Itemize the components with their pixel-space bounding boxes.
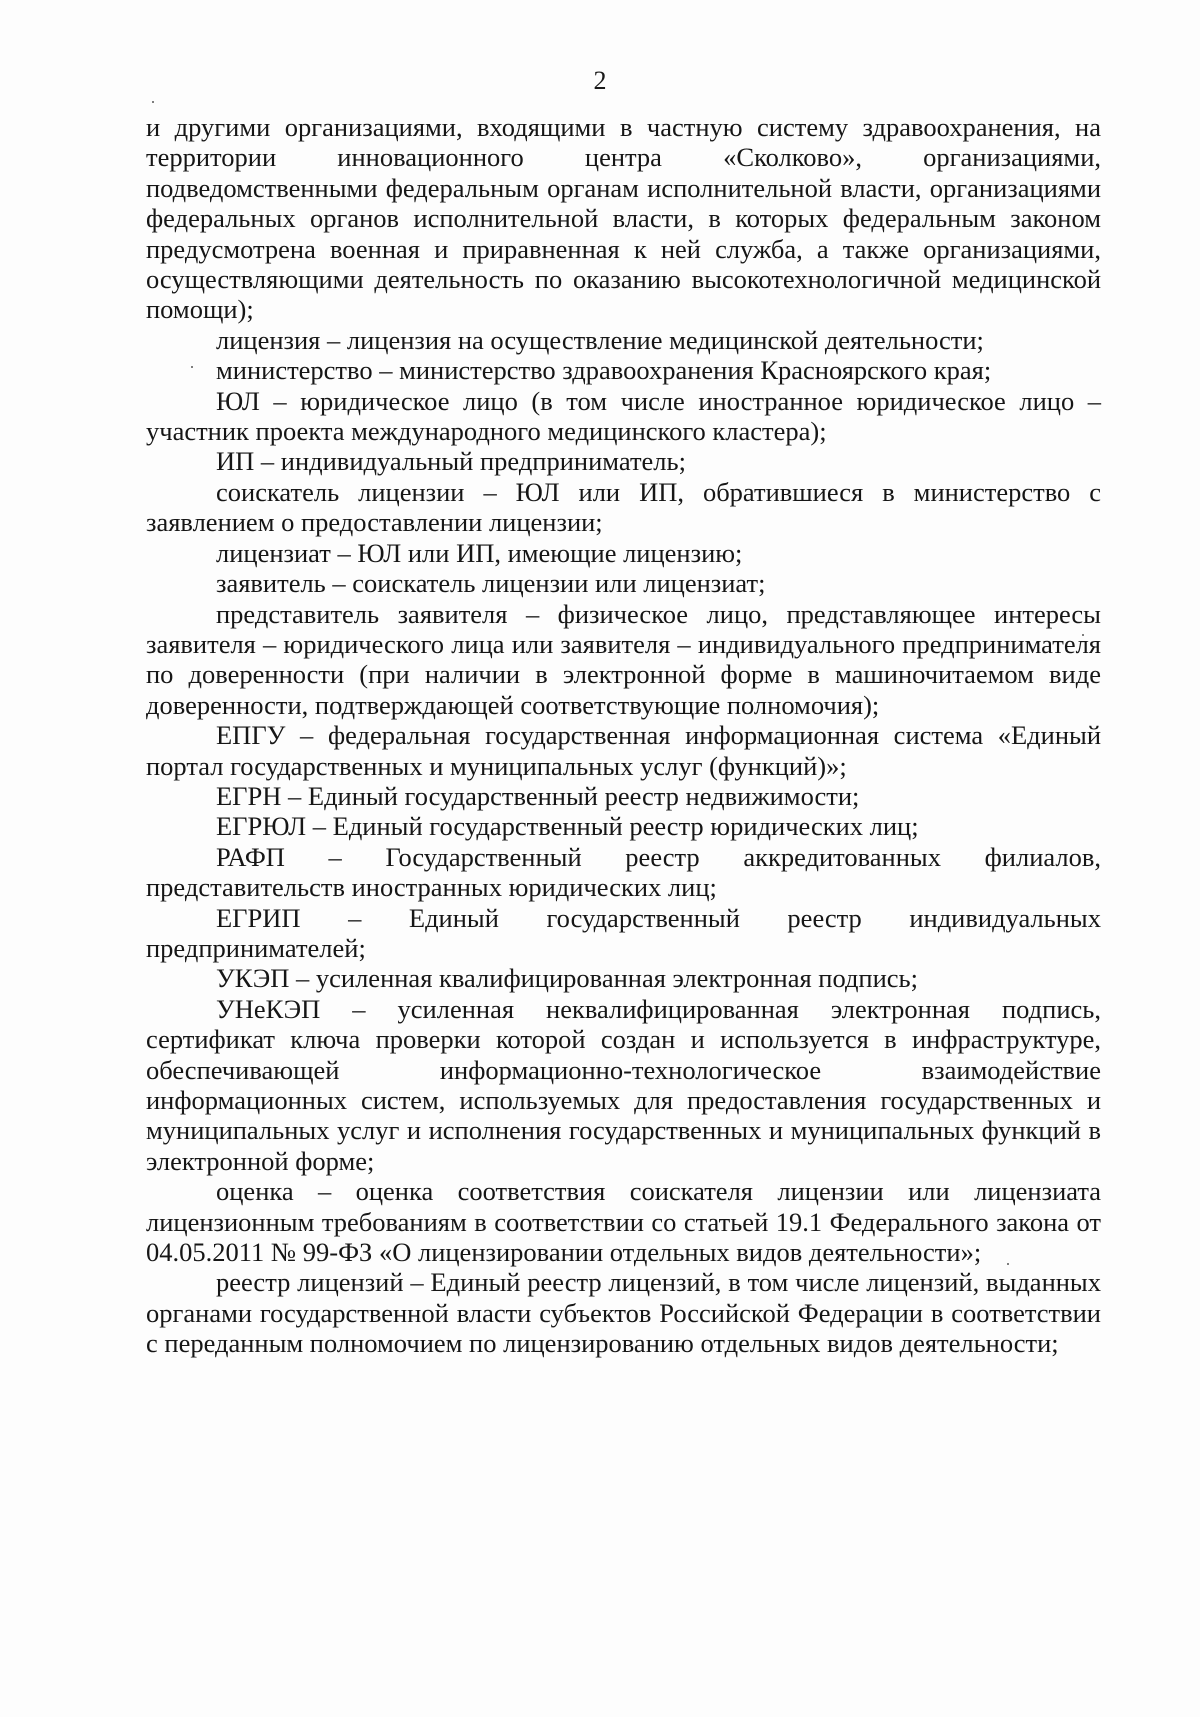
definition-assessment: оценка – оценка соответствия соискателя лицензии или лицензиата лицензионным требованиям в соответствии со статьей 19.1 Федерального закона от 04.05.2011 № 99-ФЗ «О лицензировании отдельных видов деятельности»; xyxy=(146,1176,1101,1268)
paragraph-continuation: и другими организациями, входящими в частную систему здравоохранения, на территории инновационного центра «Сколково», организациями, подведомственными федеральным органам исполнительной власти, организациями федеральных органов исполнительной власти, в которых федеральным законом предусмотрена военная и приравненная к ней служба, а также организациями, осуществляющими деятельность по оказанию высокотехнологичной медицинской помощи); xyxy=(146,112,1101,325)
definition-epgu: ЕПГУ – федеральная государственная информационная система «Единый портал государственных и муниципальных услуг (функций)»; xyxy=(146,720,1101,781)
document-body xyxy=(146,112,1101,1359)
definition-rafp: РАФП – Государственный реестр аккредитованных филиалов, представительств иностранных юридических лиц; xyxy=(146,841,1101,903)
definition-licensee: лицензиат – ЮЛ или ИП, имеющие лицензию; xyxy=(216,537,743,568)
definition-ukep: УКЭП – усиленная квалифицированная электронная подпись; xyxy=(216,963,919,994)
definition-license-applicant: соискатель лицензии – ЮЛ или ИП, обратившиеся в министерство с заявлением о предоставлении лицензии; xyxy=(146,476,1101,538)
definition-egrul: ЕГРЮЛ – Единый государственный реестр юридических лиц; xyxy=(216,811,919,842)
definition-egrn: ЕГРН – Единый государственный реестр недвижимости; xyxy=(216,780,860,811)
page-number: 2 xyxy=(593,66,607,95)
definition-license: лицензия – лицензия на осуществление медицинской деятельности; xyxy=(216,324,984,355)
definition-ministry: министерство – министерство здравоохранения Красноярского края; xyxy=(216,355,992,386)
definition-unekep: УНеКЭП – усиленная неквалифицированная электронная подпись, сертификат ключа проверки которой создан и используется в инфраструктуре, обеспечивающей информационно-технологическое взаимодействие информационных систем, используемых для предоставления государственных и муниципальных услуг и исполнения государственных и муниципальных функций в электронной форме; xyxy=(146,993,1101,1176)
definition-egrip: ЕГРИП – Единый государственный реестр индивидуальных предпринимателей; xyxy=(146,902,1101,963)
definition-license-registry: реестр лицензий – Единый реестр лицензий, в том числе лицензий, выданных органами государственной власти субъектов Российской Федерации в соответствии с переданным полномочием по лицензированию отдельных видов деятельности; xyxy=(146,1267,1101,1359)
definition-individual-entrepreneur: ИП – индивидуальный предприниматель; xyxy=(216,446,686,477)
scan-speck xyxy=(152,101,154,103)
definition-applicant-representative: представитель заявителя – физическое лицо, представляющее интересы заявителя – юридического лица или заявителя – индивидуального предпринимателя по доверенности (при наличии в электронной форме в машиночитаемом виде доверенности, подтверждающей соответствующие полномочия); xyxy=(146,598,1101,720)
definition-applicant: заявитель – соискатель лицензии или лицензиат; xyxy=(216,568,766,599)
definition-legal-entity: ЮЛ – юридическое лицо (в том числе иностранное юридическое лицо – участник проекта международного медицинского кластера); xyxy=(146,385,1101,447)
